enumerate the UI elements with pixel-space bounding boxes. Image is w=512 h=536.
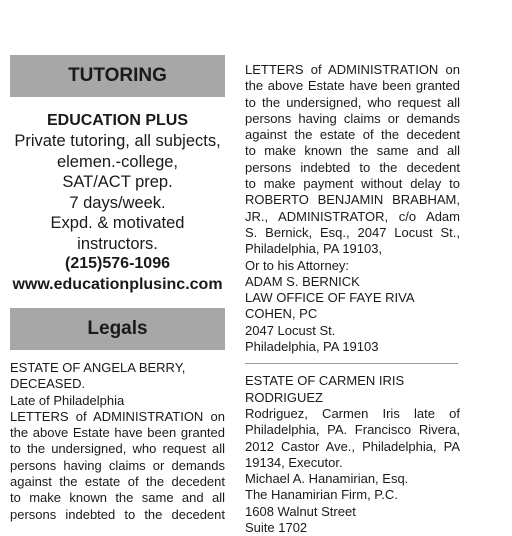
ad-line: 7 days/week. bbox=[69, 193, 166, 212]
tutoring-section-header: TUTORING bbox=[10, 55, 225, 97]
left-column bbox=[10, 55, 225, 523]
notice-line: the above Estate have been granted bbox=[10, 425, 225, 441]
estate-notice-brabham bbox=[245, 62, 460, 355]
notice-line: Michael A. Hanamirian, Esq. bbox=[245, 471, 409, 487]
ad-line: SAT/ACT prep. bbox=[62, 173, 173, 191]
notice-line: The Hanamirian Firm, P.C. bbox=[245, 487, 398, 503]
notice-line: against the estate of the decedent bbox=[245, 127, 460, 143]
notice-line: LETTERS of ADMINISTRATION on bbox=[245, 62, 460, 77]
notice-line: Rodriguez, Carmen Iris late of bbox=[245, 405, 460, 421]
notice-line: Philadelphia, PA 19103, bbox=[245, 241, 383, 257]
notice-line: Philadelphia, PA 19103 bbox=[245, 339, 379, 355]
notice-line: LETTERS of ADMINISTRATION on bbox=[10, 408, 225, 424]
notice-line: Late of Philadelphia bbox=[10, 392, 125, 408]
notice-line: Or to his Attorney: bbox=[245, 257, 350, 273]
notice-line: persons having claims or demands bbox=[245, 110, 460, 126]
notice-line: to the undersigned, who request all bbox=[245, 94, 460, 110]
notice-line: COHEN, PC bbox=[245, 306, 318, 322]
notice-line: 19134, Executor. bbox=[245, 454, 343, 470]
notice-line: to make known the same and all bbox=[10, 490, 225, 506]
notice-divider bbox=[245, 363, 458, 364]
notice-line: against the estate of the decedent bbox=[10, 474, 225, 490]
education-plus-ad bbox=[10, 111, 225, 295]
ad-title: EDUCATION PLUS bbox=[46, 112, 189, 129]
notice-line: DECEASED. bbox=[10, 376, 86, 392]
ad-website: www.educationplusinc.com bbox=[12, 275, 223, 293]
notice-line: to make payment without delay to bbox=[245, 176, 460, 192]
notice-line: Suite 1702 bbox=[245, 520, 308, 536]
notice-line: S. Bernick, Esq., 2047 Locust St., bbox=[245, 224, 460, 240]
ad-line: elemen.-college, bbox=[56, 152, 179, 171]
ad-line: Expd. & motivated bbox=[50, 214, 185, 232]
notice-line: the above Estate have been granted bbox=[245, 78, 460, 94]
ad-line: Private tutoring, all subjects, bbox=[14, 132, 221, 150]
right-column bbox=[245, 62, 460, 536]
notice-line: persons indebted to the decedent bbox=[245, 159, 460, 175]
notice-line: persons indebted to the decedent bbox=[10, 506, 225, 522]
estate-notice-berry bbox=[10, 360, 225, 523]
notice-line: 2012 Castor Ave., Philadelphia, PA bbox=[245, 438, 460, 454]
notice-line: ESTATE OF ANGELA BERRY, bbox=[10, 360, 186, 375]
notice-line: Philadelphia, PA. Francisco Rivera, bbox=[245, 422, 460, 438]
notice-line: 1608 Walnut Street bbox=[245, 503, 356, 519]
notice-line: JR., ADMINISTRATOR, c/o Adam bbox=[245, 208, 460, 224]
ad-line: instructors. bbox=[77, 234, 158, 253]
notice-line: ADAM S. BERNICK bbox=[245, 273, 360, 289]
notice-line: persons having claims or demands bbox=[10, 457, 225, 473]
notice-line: ROBERTO BENJAMIN BRABHAM, bbox=[245, 192, 460, 208]
ad-phone: (215)576-1096 bbox=[65, 255, 170, 272]
notice-line: RODRIGUEZ bbox=[245, 389, 323, 405]
notice-line: LAW OFFICE OF FAYE RIVA bbox=[245, 290, 415, 306]
notice-line: to the undersigned, who request all bbox=[10, 441, 225, 457]
legals-section-header: Legals bbox=[10, 308, 225, 350]
notice-line: 2047 Locust St. bbox=[245, 322, 336, 338]
notice-line: ESTATE OF CARMEN IRIS bbox=[245, 373, 405, 389]
notice-line: to make known the same and all bbox=[245, 143, 460, 159]
